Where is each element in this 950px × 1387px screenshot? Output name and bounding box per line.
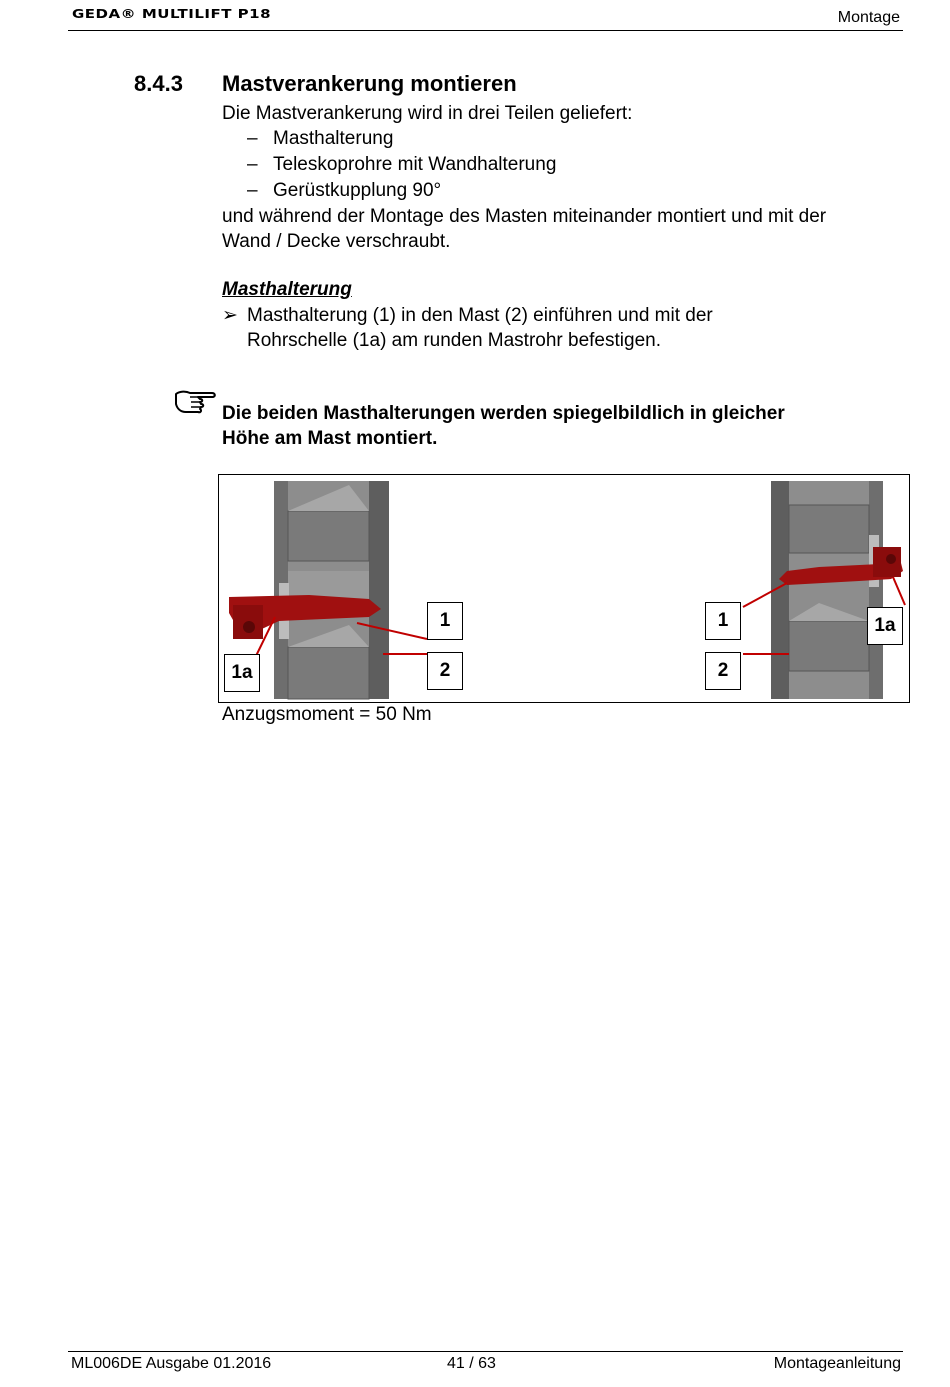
dash-marker: – xyxy=(247,180,258,201)
note-line2: Höhe am Mast montiert. xyxy=(222,428,438,449)
outro-text-line2: Wand / Decke verschraubt. xyxy=(222,231,451,252)
note-text xyxy=(222,401,902,451)
footer-doc-type: Montageanleitung xyxy=(773,1355,901,1372)
outro-text-line1: und während der Montage des Masten miteinander montiert und mit der xyxy=(222,206,827,227)
callout-1-left: 1 xyxy=(427,602,463,640)
part-label: Masthalterung xyxy=(273,128,394,149)
callout-2-left: 2 xyxy=(427,652,463,690)
footer-rule xyxy=(68,1351,903,1352)
section-number: 8.4.3 xyxy=(134,71,183,96)
note-line1: Die beiden Masthalterungen werden spiegelbildlich in gleicher xyxy=(222,403,785,424)
dash-marker: – xyxy=(247,154,258,175)
intro-text: Die Mastverankerung wird in drei Teilen geliefert: xyxy=(222,103,633,124)
callout-1a-right: 1a xyxy=(867,607,903,645)
mast-illustration xyxy=(219,475,910,703)
part-list-item xyxy=(247,180,441,202)
step-text-line1: Masthalterung (1) in den Mast (2) einführen und mit der xyxy=(247,305,713,326)
part-label: Gerüstkupplung 90° xyxy=(273,180,442,201)
step-text-line2: Rohrschelle (1a) am runden Mastrohr befestigen. xyxy=(247,330,661,351)
header-section-label: Montage xyxy=(837,9,900,26)
torque-caption: Anzugsmoment = 50 Nm xyxy=(222,704,432,725)
arrow-bullet-icon: ➢ xyxy=(222,305,238,326)
callout-1-right: 1 xyxy=(705,602,741,640)
dash-marker: – xyxy=(247,128,258,149)
brand-logo: GEDA® MULTILIFT P18 xyxy=(72,6,272,22)
assembly-figure xyxy=(218,474,910,703)
page-number: 41 / 63 xyxy=(447,1355,496,1372)
header-rule xyxy=(68,30,903,31)
section-title: Mastverankerung montieren xyxy=(222,71,517,96)
pointing-hand-icon xyxy=(174,388,218,419)
part-label: Teleskoprohre mit Wandhalterung xyxy=(273,154,557,175)
part-list-item xyxy=(247,128,393,150)
callout-1a-left: 1a xyxy=(224,654,260,692)
subsection-title: Masthalterung xyxy=(222,279,352,300)
footer-doc-id: ML006DE Ausgabe 01.2016 xyxy=(71,1355,272,1372)
part-list-item xyxy=(247,154,556,176)
callout-2-right: 2 xyxy=(705,652,741,690)
right-mast-drawing xyxy=(771,481,903,699)
